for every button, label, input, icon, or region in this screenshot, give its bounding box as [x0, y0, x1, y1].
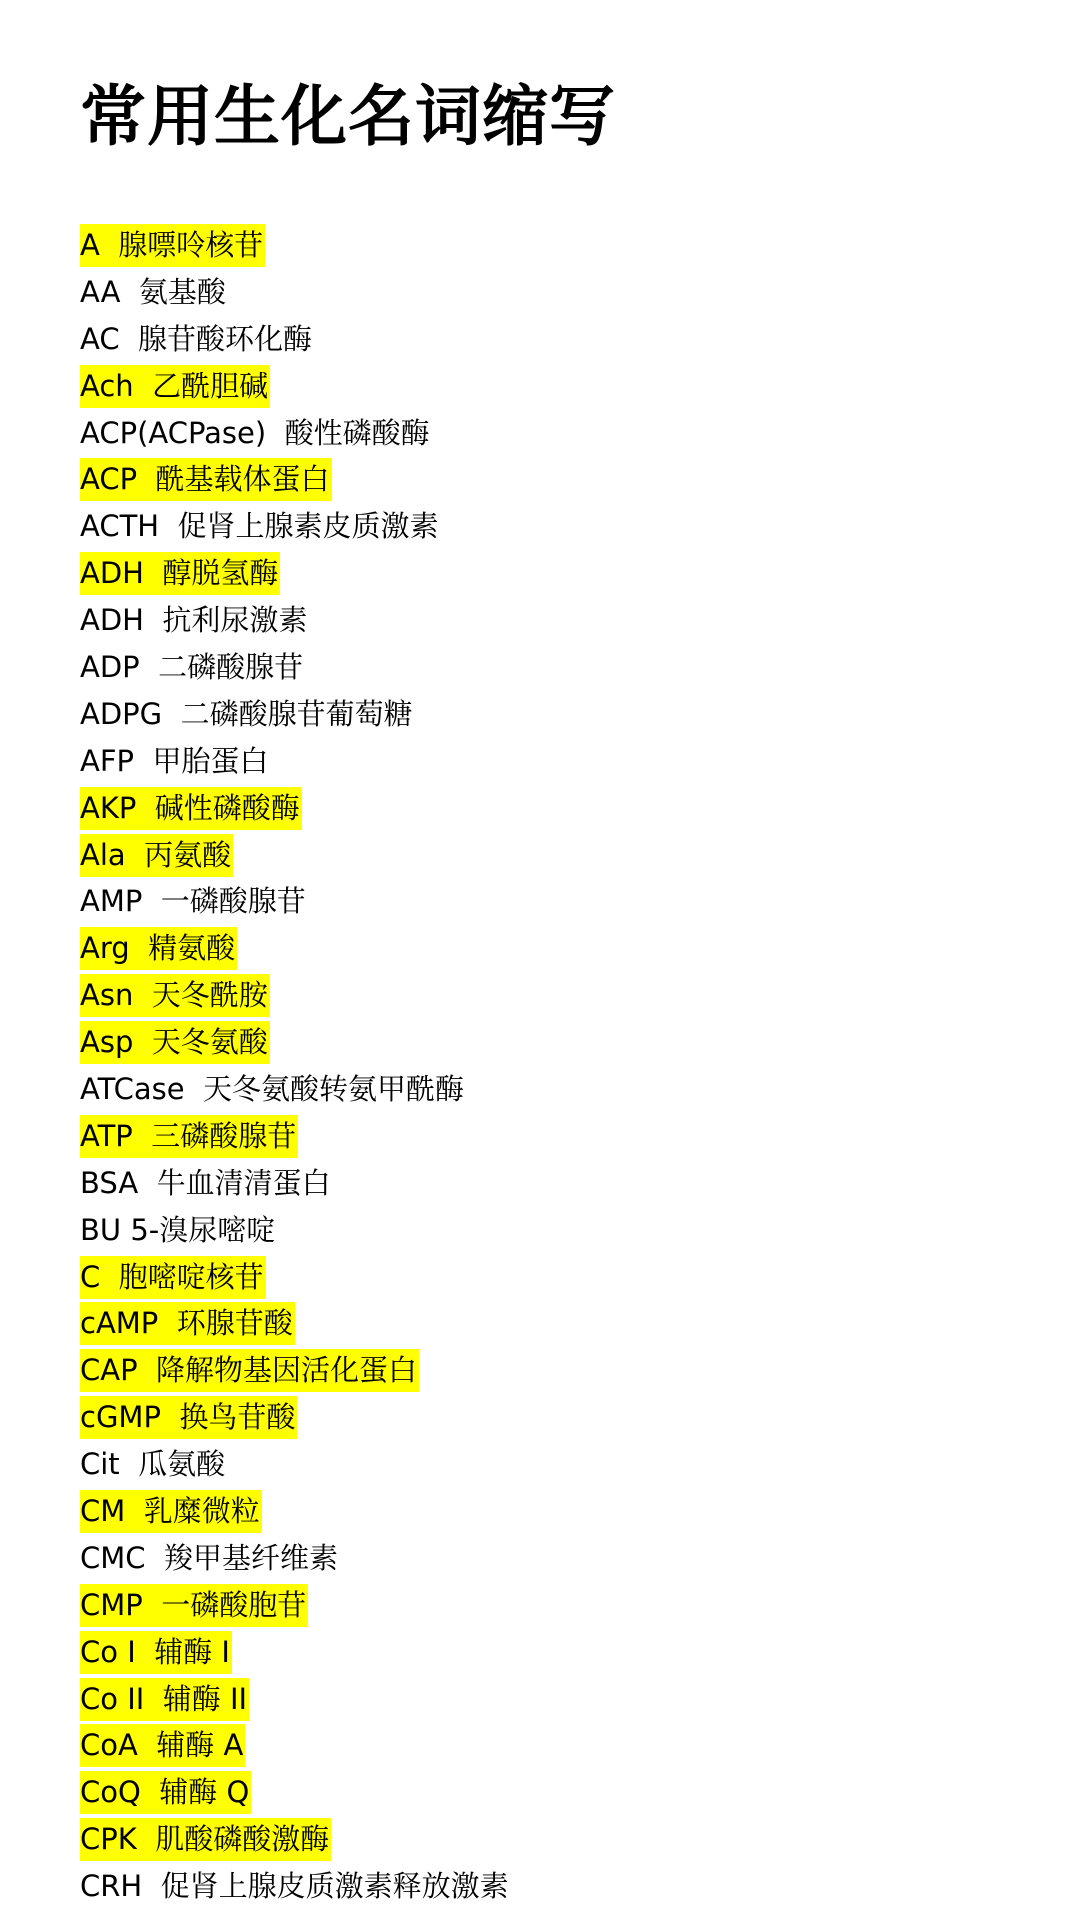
list-item [80, 1676, 511, 1723]
list-item [80, 738, 511, 785]
list-item [80, 269, 511, 316]
list-item [80, 1723, 511, 1770]
list-item [80, 363, 511, 410]
list-item [80, 222, 511, 269]
highlighted-term-text: CMP 一磷酸胞苷 [80, 1584, 308, 1627]
term-text: ADPG 二磷酸腺苷葡萄糖 [80, 696, 413, 731]
list-item [80, 878, 511, 925]
list-item [80, 1254, 511, 1301]
highlighted-term-text: cAMP 环腺苷酸 [80, 1302, 295, 1345]
term-text: CRH 促肾上腺皮质激素释放激素 [80, 1869, 509, 1904]
list-item [80, 1113, 511, 1160]
term-text: ATCase 天冬氨酸转氨甲酰酶 [80, 1071, 465, 1106]
highlighted-term-text: CM 乳糜微粒 [80, 1490, 262, 1533]
list-item [80, 1488, 511, 1535]
list-item [80, 1441, 511, 1488]
term-text: BU 5-溴尿嘧啶 [80, 1212, 276, 1247]
highlighted-term-text: CoQ 辅酶 Q [80, 1771, 251, 1814]
highlighted-term-text: Ach 乙酰胆碱 [80, 365, 270, 408]
highlighted-term-text: C 胞嘧啶核苷 [80, 1256, 266, 1299]
term-text: ADP 二磷酸腺苷 [80, 649, 304, 684]
list-item [80, 1300, 511, 1347]
highlighted-term-text: Co II 辅酶 II [80, 1678, 249, 1721]
highlighted-term-text: Co I 辅酶 I [80, 1631, 232, 1674]
list-item [80, 1066, 511, 1113]
highlighted-term-text: ATP 三磷酸腺苷 [80, 1115, 298, 1158]
term-text: AA 氨基酸 [80, 274, 226, 309]
term-text: AFP 甲胎蛋白 [80, 743, 269, 778]
highlighted-term-text: CPK 肌酸磷酸激酶 [80, 1818, 331, 1861]
highlighted-term-text: Asp 天冬氨酸 [80, 1021, 270, 1064]
document-title: 常用生化名词缩写 [80, 78, 616, 155]
term-text: Cit 瓜氨酸 [80, 1447, 226, 1482]
term-text: AMP 一磷酸腺苷 [80, 884, 306, 919]
list-item [80, 1769, 511, 1816]
term-text: ACTH 促肾上腺素皮质激素 [80, 509, 439, 544]
list-item [80, 1582, 511, 1629]
list-item [80, 316, 511, 363]
list-item [80, 1816, 511, 1863]
list-item [80, 1535, 511, 1582]
list-item [80, 1160, 511, 1207]
list-item [80, 1207, 511, 1254]
highlighted-term-text: CAP 降解物基因活化蛋白 [80, 1349, 419, 1392]
highlighted-term-text: Asn 天冬酰胺 [80, 974, 270, 1017]
abbreviation-list [80, 222, 511, 1910]
list-item [80, 1629, 511, 1676]
list-item [80, 597, 511, 644]
highlighted-term-text: CoA 辅酶 A [80, 1724, 245, 1767]
list-item [80, 1863, 511, 1910]
term-text: ADH 抗利尿激素 [80, 603, 308, 638]
list-item [80, 550, 511, 597]
term-text: ACP(ACPase) 酸性磷酸酶 [80, 415, 430, 450]
highlighted-term-text: A 腺嘌呤核苷 [80, 224, 265, 267]
list-item [80, 410, 511, 457]
list-item [80, 1347, 511, 1394]
highlighted-term-text: ACP 酰基载体蛋白 [80, 458, 332, 501]
list-item [80, 832, 511, 879]
highlighted-term-text: Arg 精氨酸 [80, 927, 237, 970]
list-item [80, 925, 511, 972]
term-text: CMC 羧甲基纤维素 [80, 1540, 338, 1575]
list-item [80, 1019, 511, 1066]
highlighted-term-text: AKP 碱性磷酸酶 [80, 787, 302, 830]
list-item [80, 972, 511, 1019]
highlighted-term-text: ADH 醇脱氢酶 [80, 552, 280, 595]
list-item [80, 691, 511, 738]
list-item [80, 503, 511, 550]
list-item [80, 644, 511, 691]
term-text: AC 腺苷酸环化酶 [80, 321, 313, 356]
highlighted-term-text: Ala 丙氨酸 [80, 834, 233, 877]
list-item [80, 785, 511, 832]
highlighted-term-text: cGMP 换鸟苷酸 [80, 1396, 297, 1439]
list-item [80, 456, 511, 503]
term-text: BSA 牛血清清蛋白 [80, 1165, 331, 1200]
list-item [80, 1394, 511, 1441]
